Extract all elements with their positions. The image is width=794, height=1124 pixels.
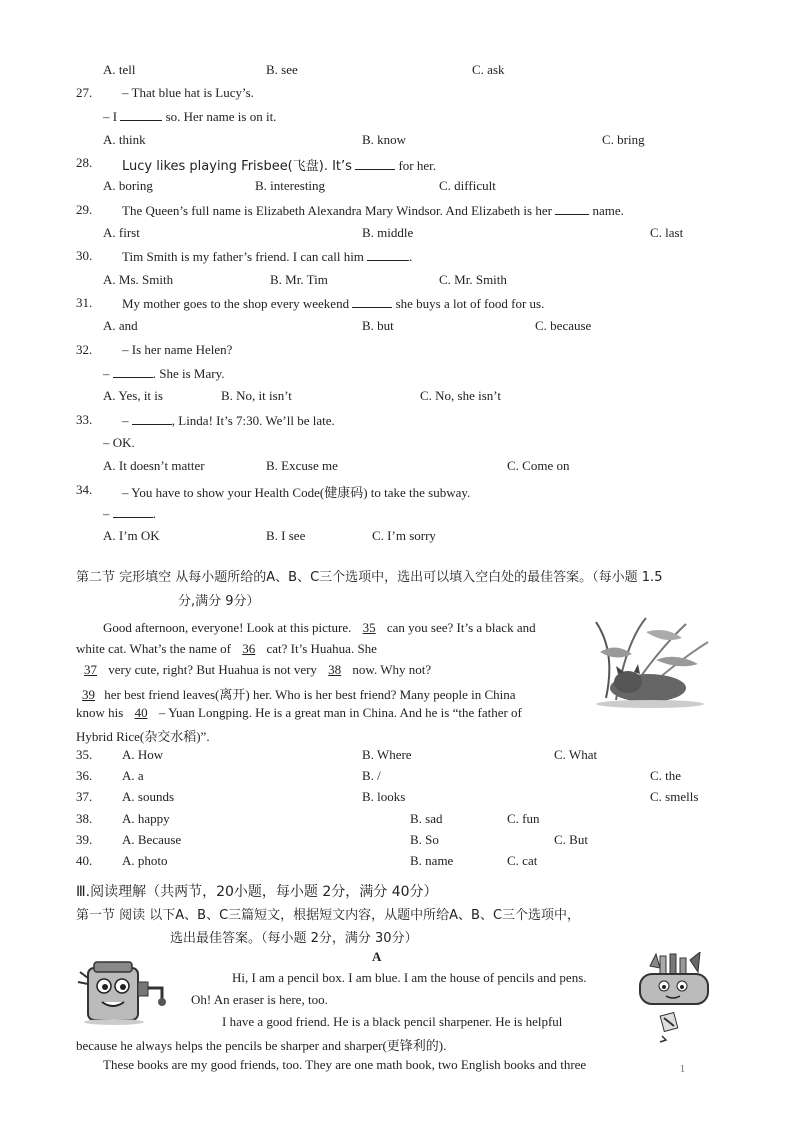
- q40-option-a: A. photo: [122, 853, 168, 868]
- q38-option-a: A. happy: [122, 811, 170, 826]
- q28-option-c: C. difficult: [439, 178, 496, 193]
- q38-option-b: B. sad: [410, 811, 443, 826]
- q40-option-c: C. cat: [507, 853, 538, 868]
- q29-blank: [555, 202, 589, 215]
- cloze-blank-38: 38: [328, 662, 342, 677]
- cloze-text: know his: [76, 705, 124, 720]
- q37-option-b: B. looks: [362, 789, 406, 804]
- q27-response: [103, 108, 276, 125]
- cloze-text: her best friend leaves(离开) her. Who is her best friend? Many people in China: [104, 687, 516, 702]
- part3-heading: Ⅲ.阅读理解（共两节，20小题，每小题 2分，满分 40分）: [76, 884, 438, 900]
- passage-a-line-3: I have a good friend. He is a black pencil sharpener. He is helpful: [222, 1014, 563, 1029]
- q34-stem: – You have to show your Health Code(健康码) to take the subway.: [122, 485, 471, 500]
- q30-blank: [367, 248, 409, 261]
- cloze-text: white cat. What’s the name of: [76, 641, 231, 656]
- q29-stem: [122, 202, 624, 219]
- q28-stem-start: Lucy likes playing Frisbee(飞盘). It’s: [122, 159, 352, 174]
- page-mark: 1: [680, 1064, 685, 1075]
- passage-a-line-4: because he always helps the pencils be sharper and sharper(更锋利的).: [76, 1038, 447, 1053]
- q31-blank: [352, 295, 392, 308]
- q36-option-a: A. a: [122, 768, 144, 783]
- q30-stem-end: .: [409, 249, 413, 264]
- q30-stem-start: Tim Smith is my father’s friend. I can call him: [122, 249, 364, 264]
- q27-option-a: A. think: [103, 132, 146, 147]
- q36-option-b: B. /: [362, 768, 381, 783]
- q34-response-end: .: [152, 506, 156, 521]
- q31-stem: [122, 295, 544, 312]
- q33-option-c: C. Come on: [507, 458, 570, 473]
- cloze-text: – Yuan Longping. He is a great man in China. And he is “the father of: [158, 705, 522, 720]
- q30-option-b: B. Mr. Tim: [270, 272, 328, 287]
- q29-number: 29.: [76, 202, 93, 217]
- q38-option-c: C. fun: [507, 811, 540, 826]
- cloze-blank-40: 40: [134, 705, 148, 720]
- q37-option-c: C. smells: [650, 789, 699, 804]
- q32-blank: [113, 365, 153, 378]
- q39-option-b: B. So: [410, 832, 439, 847]
- q37-option-a: A. sounds: [122, 789, 175, 804]
- q32-option-b: B. No, it isn’t: [221, 388, 292, 403]
- cloze-line-2: [76, 641, 377, 657]
- q39-option-a: A. Because: [122, 832, 182, 847]
- q31-stem-end: she buys a lot of food for us.: [395, 296, 545, 311]
- q26-option-b: B. see: [266, 62, 298, 77]
- cloze-text: cat? It’s Huahua. She: [266, 641, 377, 656]
- q38-number: 38.: [76, 811, 93, 826]
- passage-a-line-1: Hi, I am a pencil box. I am blue. I am the house of pencils and pens.: [232, 970, 587, 985]
- q35-option-c: C. What: [554, 747, 598, 762]
- q34-blank: [113, 505, 153, 518]
- q32-response: [103, 365, 225, 382]
- q33-stem-start: –: [122, 413, 129, 428]
- q31-option-b: B. but: [362, 318, 394, 333]
- q30-option-c: C. Mr. Smith: [439, 272, 507, 287]
- q35-option-a: A. How: [122, 747, 164, 762]
- passage-a-label: A: [372, 949, 382, 964]
- q32-option-c: C. No, she isn’t: [420, 388, 502, 403]
- q28-stem-end: for her.: [398, 158, 436, 173]
- q30-option-a: A. Ms. Smith: [103, 272, 174, 287]
- q31-option-c: C. because: [535, 318, 592, 333]
- q33-response: – OK.: [103, 435, 135, 450]
- q26-option-c: C. ask: [472, 62, 505, 77]
- q40-option-b: B. name: [410, 853, 454, 868]
- q29-option-a: A. first: [103, 225, 140, 240]
- part3-subheading: 第一节 阅读 以下A、B、C三篇短文，根据短文内容，从题中所给A、B、C三个选项中，: [76, 908, 581, 923]
- q32-option-a: A. Yes, it is: [103, 388, 163, 403]
- q32-response-end: . She is Mary.: [152, 366, 225, 381]
- q29-stem-start: The Queen’s full name is Elizabeth Alexandra Mary Windsor. And Elizabeth is her: [122, 203, 552, 218]
- q34-option-b: B. I see: [266, 528, 306, 543]
- q40-number: 40.: [76, 853, 93, 868]
- q31-number: 31.: [76, 295, 93, 310]
- cloze-blank-37: 37: [84, 662, 97, 677]
- pencil-box-illustration: [636, 952, 714, 1044]
- cloze-line-5: [76, 705, 522, 721]
- q29-option-c: C. last: [650, 225, 684, 240]
- cloze-line-4: [76, 684, 516, 703]
- q39-option-c: C. But: [554, 832, 588, 847]
- q28-blank: [355, 157, 395, 170]
- q33-number: 33.: [76, 412, 93, 427]
- q32-response-start: –: [103, 366, 110, 381]
- q27-number: 27.: [76, 85, 93, 100]
- cloze-line-3: [76, 662, 431, 678]
- pencil-sharpener-illustration: [74, 952, 170, 1028]
- q34-response: [103, 505, 156, 522]
- section2-heading-cont: 分,满分 9分）: [178, 594, 260, 609]
- q27-option-c: C. bring: [602, 132, 645, 147]
- passage-a-line-5: These books are my good friends, too. They are one math book, two English books and three: [103, 1057, 587, 1072]
- q33-option-b: B. Excuse me: [266, 458, 338, 473]
- cloze-line-1: [103, 620, 536, 636]
- q35-number: 35.: [76, 747, 93, 762]
- q34-number: 34.: [76, 482, 93, 497]
- cloze-blank-35: 35: [362, 620, 376, 635]
- cloze-text: Good afternoon, everyone! Look at this picture.: [103, 620, 352, 635]
- q33-blank: [132, 412, 172, 425]
- q33-stem-end: , Linda! It’s 7:30. We’ll be late.: [171, 413, 335, 428]
- cloze-text: now. Why not?: [352, 662, 432, 677]
- q33-stem: [122, 412, 335, 429]
- cloze-text: very cute, right? But Huahua is not very: [108, 662, 317, 677]
- q27-option-b: B. know: [362, 132, 407, 147]
- q28-option-b: B. interesting: [255, 178, 326, 193]
- q34-response-start: –: [103, 506, 110, 521]
- cat-illustration: [586, 612, 714, 708]
- cloze-blank-36: 36: [242, 641, 256, 656]
- q28-number: 28.: [76, 155, 93, 170]
- q27-response-end: so. Her name is on it.: [165, 109, 277, 124]
- q33-option-a: A. It doesn’t matter: [103, 458, 205, 473]
- cloze-line-6: Hybrid Rice(杂交水稻)”.: [76, 729, 210, 744]
- q37-number: 37.: [76, 789, 93, 804]
- q32-number: 32.: [76, 342, 93, 357]
- q36-option-c: C. the: [650, 768, 682, 783]
- q31-stem-start: My mother goes to the shop every weekend: [122, 296, 350, 311]
- q29-option-b: B. middle: [362, 225, 414, 240]
- cloze-text: can you see? It’s a black and: [386, 620, 536, 635]
- section2-heading: 第二节 完形填空 从每小题所给的A、B、C三个选项中，选出可以填入空白处的最佳答案。（每小题 1.5: [76, 570, 663, 585]
- q26-option-a: A. tell: [103, 62, 136, 77]
- q31-option-a: A. and: [103, 318, 138, 333]
- part3-subheading-cont: 选出最佳答案。（每小题 2分，满分 30分）: [170, 931, 418, 946]
- cloze-blank-39: 39: [82, 687, 95, 702]
- q39-number: 39.: [76, 832, 93, 847]
- q30-stem: [122, 248, 412, 265]
- q35-option-b: B. Where: [362, 747, 412, 762]
- q27-stem: – That blue hat is Lucy’s.: [122, 85, 254, 100]
- q27-blank: [120, 108, 162, 121]
- q28-option-a: A. boring: [103, 178, 153, 193]
- q28-stem: [122, 155, 436, 174]
- q32-stem: – Is her name Helen?: [122, 342, 233, 357]
- q29-stem-end: name.: [592, 203, 624, 218]
- passage-a-line-2: Oh! An eraser is here, too.: [191, 992, 328, 1007]
- q30-number: 30.: [76, 248, 93, 263]
- q36-number: 36.: [76, 768, 93, 783]
- q27-response-start: – I: [103, 109, 118, 124]
- q34-option-a: A. I’m OK: [103, 528, 160, 543]
- q34-option-c: C. I’m sorry: [372, 528, 436, 543]
